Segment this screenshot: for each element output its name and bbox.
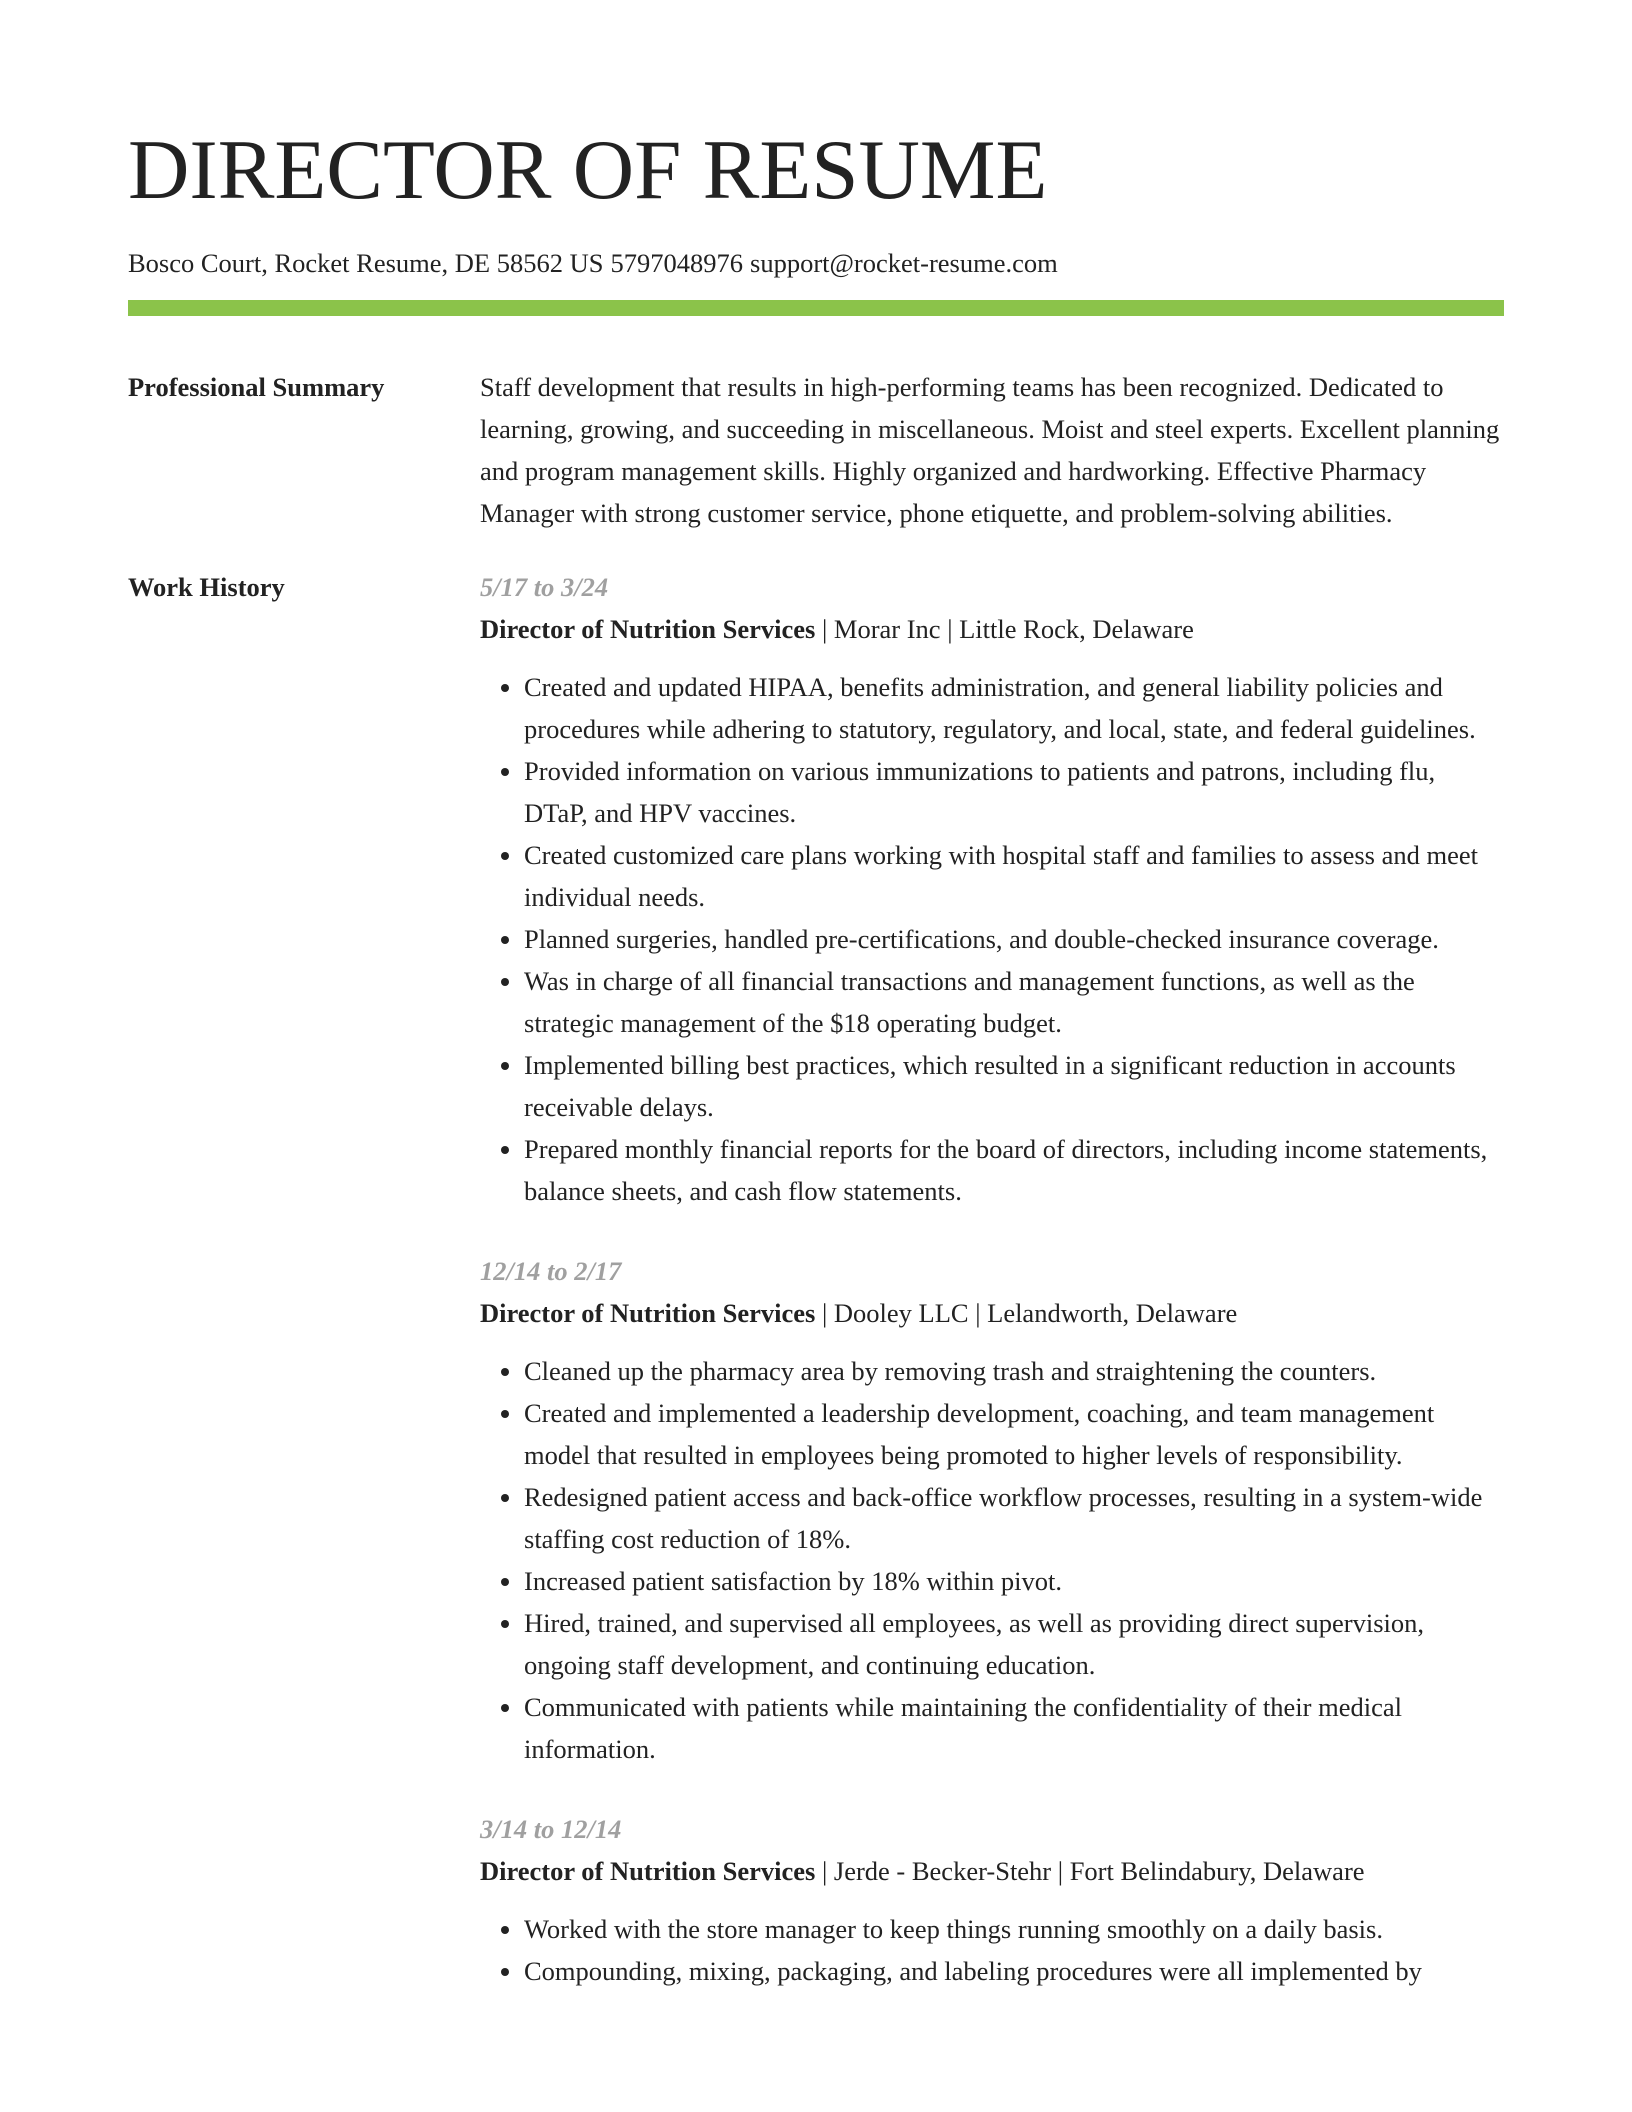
job-entry bbox=[480, 566, 1504, 1212]
summary-body bbox=[480, 366, 1504, 534]
job-details: | Dooley LLC | Lelandworth, Delaware bbox=[815, 1298, 1238, 1328]
contact-line bbox=[128, 246, 1504, 280]
job-bullet: • Cleaned up the pharmacy area by removing trash and straightening the counters. bbox=[524, 1350, 1504, 1392]
job-details: | Jerde - Becker-Stehr | Fort Belindabury, Delaware bbox=[815, 1856, 1365, 1886]
work-history-body bbox=[480, 566, 1504, 2030]
summary-text: Staff development that results in high-performing teams has been recognized. Dedicated to learning, growing, and succeeding in miscellaneous. Moist and steel experts. Excellent planning and program management skills. Highly organized and hardworking. Effective Pharmacy Manager with strong customer service, phone etiquette, and problem-solving abilities. bbox=[480, 372, 1500, 528]
contact-email: support@rocket-resume.com bbox=[750, 248, 1058, 278]
job-dates: 5/17 to 3/24 bbox=[480, 572, 609, 602]
job-bullet: • Communicated with patients while maintaining the confidentiality of their medical information. bbox=[524, 1686, 1504, 1770]
job-bullets bbox=[480, 666, 1504, 1212]
job-bullet: • Created and implemented a leadership development, coaching, and team management model that resulted in employees being promoted to higher levels of responsibility. bbox=[524, 1392, 1504, 1476]
summary-heading: Professional Summary bbox=[128, 372, 385, 402]
job-bullet: • Prepared monthly financial reports for the board of directors, including income statements, balance sheets, and cash flow statements. bbox=[524, 1128, 1504, 1212]
job-bullets bbox=[480, 1908, 1504, 1992]
work-history-heading: Work History bbox=[128, 572, 285, 602]
header-divider bbox=[128, 300, 1504, 316]
contact-address: Bosco Court, Rocket Resume, DE 58562 US bbox=[128, 248, 604, 278]
job-title-line bbox=[480, 608, 1504, 650]
job-details: | Morar Inc | Little Rock, Delaware bbox=[815, 614, 1194, 644]
job-bullet: • Compounding, mixing, packaging, and labeling procedures were all implemented by bbox=[524, 1950, 1504, 1992]
job-entry bbox=[480, 1250, 1504, 1770]
job-bullet: • Implemented billing best practices, which resulted in a significant reduction in accounts receivable delays. bbox=[524, 1044, 1504, 1128]
contact-phone: 5797048976 bbox=[610, 248, 743, 278]
summary-section bbox=[128, 366, 1504, 534]
job-bullet: • Created and updated HIPAA, benefits administration, and general liability policies and procedures while adhering to statutory, regulatory, and local, state, and federal guidelines. bbox=[524, 666, 1504, 750]
job-bullet: • Planned surgeries, handled pre-certifications, and double-checked insurance coverage. bbox=[524, 918, 1504, 960]
job-title-line bbox=[480, 1850, 1504, 1892]
job-title: Director of Nutrition Services bbox=[480, 1856, 816, 1886]
job-bullet: • Worked with the store manager to keep things running smoothly on a daily basis. bbox=[524, 1908, 1504, 1950]
job-title-line bbox=[480, 1292, 1504, 1334]
job-title: Director of Nutrition Services bbox=[480, 1298, 816, 1328]
job-bullet: • Created customized care plans working with hospital staff and families to assess and meet individual needs. bbox=[524, 834, 1504, 918]
resume-page bbox=[128, 0, 1504, 2030]
job-title: Director of Nutrition Services bbox=[480, 614, 816, 644]
job-bullets bbox=[480, 1350, 1504, 1770]
resume-name: DIRECTOR OF RESUME bbox=[128, 123, 1048, 217]
job-dates: 3/14 to 12/14 bbox=[480, 1814, 622, 1844]
job-bullet: • Increased patient satisfaction by 18% within pivot. bbox=[524, 1560, 1504, 1602]
job-dates: 12/14 to 2/17 bbox=[480, 1256, 622, 1286]
work-history-section bbox=[128, 566, 1504, 2030]
job-bullet: • Redesigned patient access and back-office workflow processes, resulting in a system-wide staffing cost reduction of 18%. bbox=[524, 1476, 1504, 1560]
job-bullet: • Hired, trained, and supervised all employees, as well as providing direct supervision, ongoing staff development, and continuing education. bbox=[524, 1602, 1504, 1686]
job-bullet: • Was in charge of all financial transactions and management functions, as well as the strategic management of the $18 operating budget. bbox=[524, 960, 1504, 1044]
job-bullet: • Provided information on various immunizations to patients and patrons, including flu, DTaP, and HPV vaccines. bbox=[524, 750, 1504, 834]
job-entry bbox=[480, 1808, 1504, 1992]
